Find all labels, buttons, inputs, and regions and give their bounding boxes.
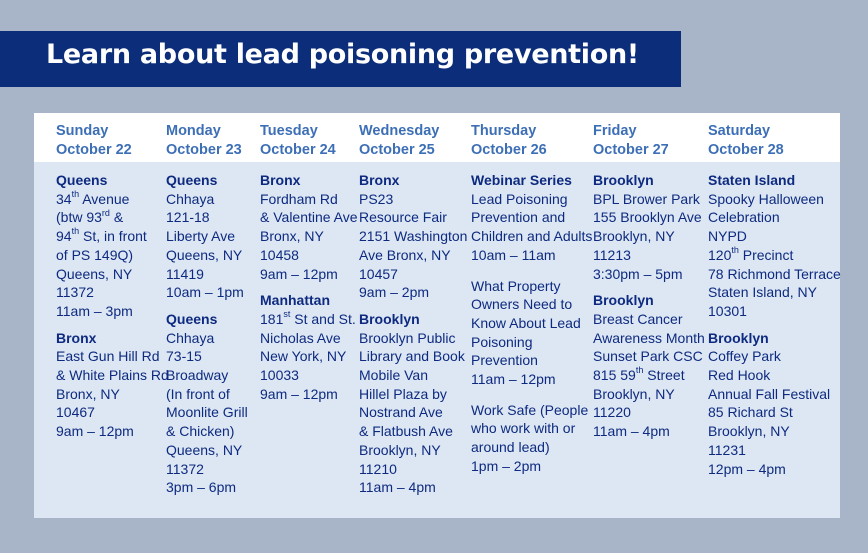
event-detail: 9am – 12pm [260, 265, 338, 282]
event-detail: 9am – 12pm [260, 385, 338, 402]
event-detail: Liberty Ave [166, 228, 236, 245]
event-detail: Brooklyn, NY [593, 228, 675, 245]
event-detail: (btw 93rd & [56, 207, 124, 226]
event-detail: 120th Precinct [708, 245, 794, 263]
event-detail: who work with or [471, 420, 576, 437]
event-detail: 78 Richmond Terrace [708, 265, 841, 282]
event-detail: East Gun Hill Rd [56, 348, 160, 365]
event-detail: 11am – 12pm [471, 371, 556, 388]
event-detail: Work Safe (People [471, 401, 589, 418]
day-name: Thursday [471, 123, 537, 139]
day-header [593, 122, 669, 159]
event-detail: around lead) [471, 439, 550, 456]
event-detail: Celebration [708, 209, 780, 226]
event-detail: 181st St and St. [260, 309, 356, 327]
event-detail: 9am – 12pm [56, 423, 134, 440]
event-detail: Library and Book [359, 348, 465, 365]
event-detail: Sunset Park CSC [593, 348, 703, 365]
event-detail: Prevention and [471, 209, 566, 226]
event-block [166, 171, 248, 302]
event-block [260, 291, 358, 403]
event-block [359, 171, 467, 302]
event-detail: Queens, NY [166, 441, 243, 458]
event-detail: 1pm – 2pm [471, 457, 542, 474]
event-detail: Fordham Rd [260, 190, 338, 207]
event-detail: What Property [471, 277, 561, 294]
event-detail: Chhaya [166, 190, 215, 207]
day-header [166, 122, 242, 159]
event-detail: 11220 [593, 404, 631, 421]
event-detail: & Flatbush Ave [359, 423, 453, 440]
day-date: October 28 [708, 141, 784, 158]
event-detail: Chhaya [166, 329, 215, 346]
event-block [260, 171, 358, 283]
event-detail: 3:30pm – 5pm [593, 265, 683, 282]
events-list [708, 171, 841, 486]
event-detail: 10457 [359, 265, 398, 282]
event-detail: 10301 [708, 302, 747, 319]
event-detail: New York, NY [260, 348, 347, 365]
event-detail: PS23 [359, 190, 394, 207]
event-block [708, 329, 841, 479]
event-detail: Brooklyn, NY [593, 385, 675, 402]
event-detail: Breast Cancer [593, 310, 683, 327]
event-location: Bronx [260, 172, 301, 188]
events-list [471, 171, 592, 488]
event-detail: 11419 [166, 265, 204, 282]
event-block [56, 329, 169, 441]
events-list [260, 171, 358, 411]
event-detail: Broadway [166, 367, 229, 384]
event-detail: 10033 [260, 367, 299, 384]
event-detail: Coffey Park [708, 348, 781, 365]
event-detail: 10am – 1pm [166, 284, 244, 301]
event-detail: of PS 149Q) [56, 246, 134, 263]
event-detail: & Chicken) [166, 423, 235, 440]
day-header [708, 122, 784, 159]
event-location: Bronx [359, 172, 400, 188]
event-location: Brooklyn [708, 329, 769, 346]
event-location: Brooklyn [593, 172, 654, 188]
event-detail: Children and Adults [471, 228, 593, 245]
day-header [260, 122, 336, 159]
event-detail: 11213 [593, 246, 631, 263]
day-name: Tuesday [260, 123, 318, 139]
events-list [593, 171, 705, 449]
event-location: Staten Island [708, 172, 796, 188]
event-detail: Owners Need to [471, 296, 573, 313]
event-detail: 11210 [359, 460, 397, 477]
day-header [471, 122, 547, 159]
event-detail: Mobile Van [359, 367, 429, 384]
day-name: Saturday [708, 123, 771, 139]
event-detail: (In front of [166, 385, 230, 402]
event-detail: Moonlite Grill [166, 404, 248, 421]
event-detail: 10467 [56, 404, 95, 421]
events-list [166, 171, 248, 505]
event-detail: Spooky Halloween [708, 190, 824, 207]
event-detail: Red Hook [708, 367, 771, 384]
event-detail: Lead Poisoning [471, 190, 568, 207]
event-block [471, 401, 592, 476]
event-detail: Brooklyn, NY [359, 441, 441, 458]
day-name: Wednesday [359, 123, 440, 139]
event-detail: Bronx, NY [260, 228, 324, 245]
event-detail: Nostrand Ave [359, 404, 443, 421]
event-detail: 11am – 4pm [593, 423, 670, 440]
event-location: Queens [166, 310, 218, 327]
event-block [471, 277, 592, 389]
event-detail: NYPD [708, 228, 747, 245]
event-detail: Bronx, NY [56, 385, 120, 402]
event-detail: 12pm – 4pm [708, 460, 786, 477]
day-header [56, 122, 132, 159]
day-date: October 27 [593, 141, 669, 158]
event-detail: 10458 [260, 246, 299, 263]
title-banner [0, 31, 681, 87]
event-detail: 815 59th Street [593, 365, 685, 384]
event-location: Brooklyn [359, 310, 420, 327]
event-detail: 3pm – 6pm [166, 479, 237, 496]
event-detail: 73-15 [166, 348, 202, 365]
day-name: Friday [593, 123, 637, 139]
event-block [471, 171, 592, 265]
event-block [593, 291, 705, 441]
event-detail: Queens, NY [56, 265, 133, 282]
event-detail: Awareness Month [593, 329, 705, 346]
event-block [708, 171, 841, 321]
events-list [56, 171, 169, 449]
day-header [359, 122, 439, 159]
event-detail: Poisoning [471, 333, 533, 350]
event-detail: 11372 [166, 460, 204, 477]
event-detail: 2151 Washington [359, 228, 468, 245]
day-name: Sunday [56, 123, 109, 139]
event-detail: & White Plains Rd [56, 367, 169, 384]
event-detail: Brooklyn, NY [708, 423, 790, 440]
event-detail: Annual Fall Festival [708, 385, 831, 402]
event-detail: 11231 [708, 441, 746, 458]
day-date: October 23 [166, 141, 242, 158]
event-detail: Resource Fair [359, 209, 447, 226]
schedule-panel [34, 113, 840, 518]
event-detail: Brooklyn Public [359, 329, 456, 346]
event-detail: Ave Bronx, NY [359, 246, 451, 263]
event-detail: 121-18 [166, 209, 210, 226]
event-detail: Prevention [471, 352, 538, 369]
day-name: Monday [166, 123, 221, 139]
event-detail: 94th St, in front [56, 226, 147, 245]
event-block [359, 310, 467, 497]
event-detail: 10am – 11am [471, 246, 556, 263]
event-detail: Staten Island, NY [708, 284, 817, 301]
event-detail: 85 Richard St [708, 404, 793, 421]
event-location: Brooklyn [593, 292, 654, 309]
event-detail: 11372 [56, 284, 94, 301]
day-date: October 24 [260, 141, 336, 158]
event-detail: Queens, NY [166, 246, 243, 263]
event-detail: 9am – 2pm [359, 284, 430, 301]
event-detail: Nicholas Ave [260, 329, 341, 346]
event-detail: & Valentine Ave [260, 209, 358, 226]
day-date: October 26 [471, 141, 547, 158]
event-detail: BPL Brower Park [593, 190, 700, 207]
day-date: October 25 [359, 141, 435, 158]
event-detail: Know About Lead [471, 314, 581, 331]
page-title: Learn about lead poisoning prevention! [46, 39, 639, 70]
event-detail: Hillel Plaza by [359, 385, 447, 402]
event-location: Queens [56, 172, 108, 188]
event-block [56, 171, 169, 321]
event-detail: 11am – 4pm [359, 479, 436, 496]
event-block [166, 310, 248, 497]
event-detail: 155 Brooklyn Ave [593, 209, 702, 226]
event-location: Bronx [56, 329, 97, 346]
event-location: Manhattan [260, 292, 330, 309]
event-detail: 11am – 3pm [56, 302, 133, 319]
day-date: October 22 [56, 141, 132, 158]
event-location: Webinar Series [471, 172, 572, 188]
events-list [359, 171, 467, 505]
event-detail: 34th Avenue [56, 189, 130, 207]
event-location: Queens [166, 172, 218, 188]
event-block [593, 171, 705, 283]
